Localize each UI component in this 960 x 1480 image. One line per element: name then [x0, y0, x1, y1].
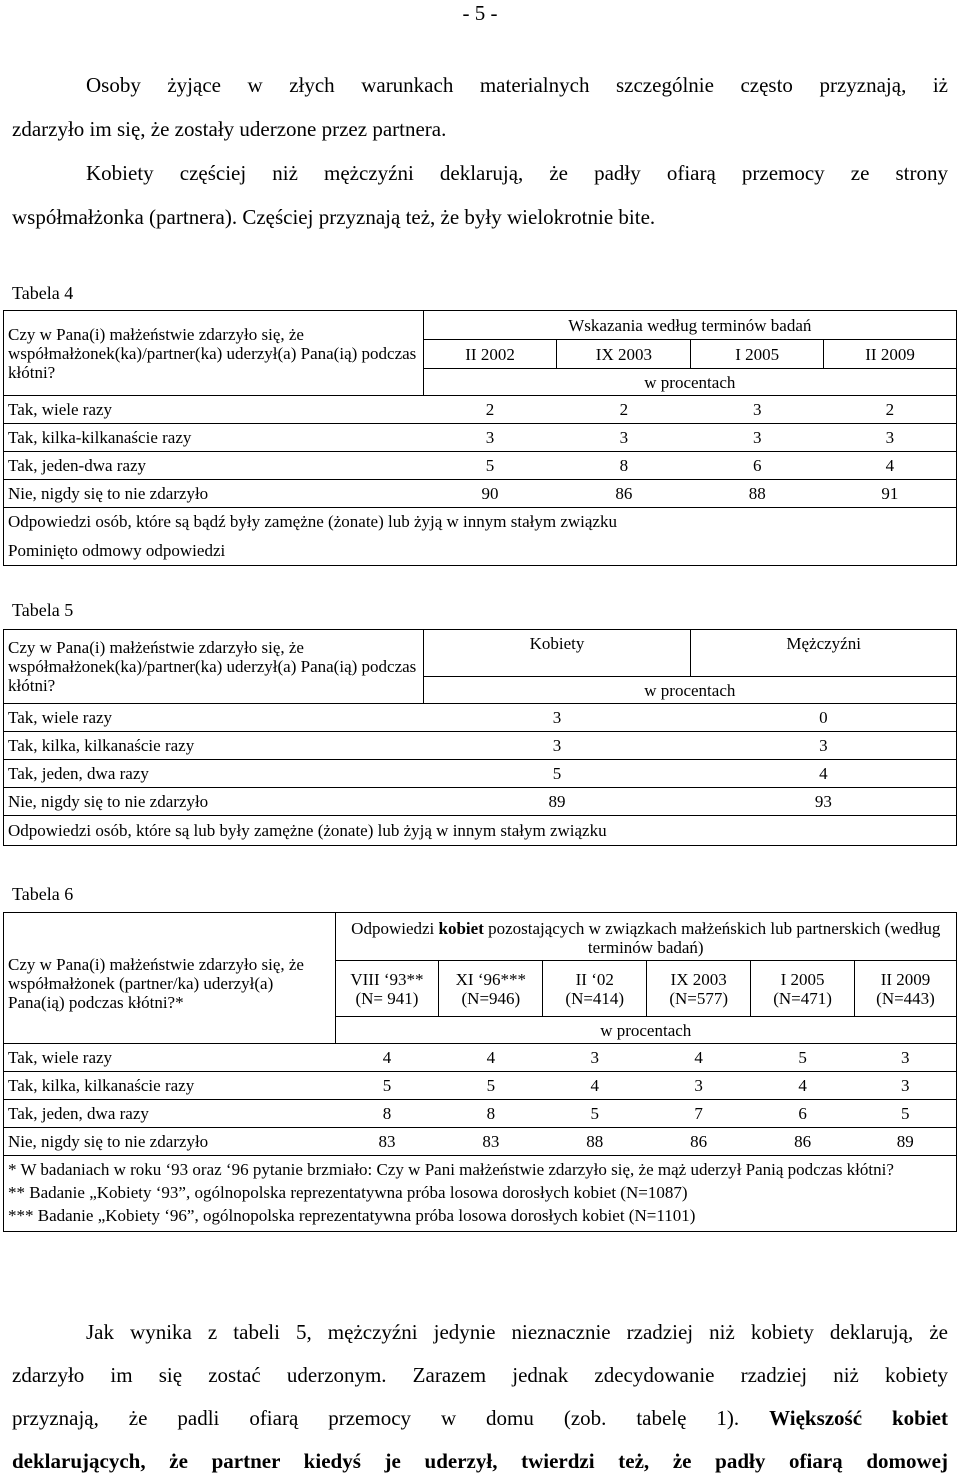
table6-header: Odpowiedzi kobiet pozostających w związkach małżeńskich lub partnerskich (według terminów badań) — [335, 913, 956, 961]
table6-col-1: VIII ‘93** (N= 941) — [335, 961, 439, 1017]
table5-question: Czy w Pana(i) małżeństwie zdarzyło się, że współmałżonek(ka)/partner(ka) uderzył(a) Pana(ią) podczas kłótni? — [4, 630, 424, 704]
cell: 3 — [691, 424, 824, 452]
row-label: Tak, jeden, dwa razy — [4, 1100, 336, 1128]
cell: 3 — [590, 1048, 599, 1067]
cell: 5 — [423, 760, 691, 788]
row-label: Tak, jeden-dwa razy — [4, 452, 424, 480]
footnote-3: *** Badanie „Kobiety ‘96”, ogólnopolska reprezentatywna próba losowa dorosłych kobiet (N=1101) — [8, 1206, 696, 1225]
table5-caption: Tabela 5 — [12, 600, 74, 620]
footnote-1: * W badaniach w roku ‘93 oraz ‘96 pytanie brzmiało: Czy w Pani małżeństwie zdarzyło się, że mąż uderzył Panią podczas kłótni? — [8, 1160, 894, 1179]
table6-question: Czy w Pana(i) małżeństwie zdarzyło się, że współmałżonek (partner/ka) uderzył(a) Pana(ią) podczas kłótni?* — [4, 913, 336, 1044]
table-row — [4, 760, 957, 788]
cell: 4 — [382, 1048, 392, 1067]
table-row — [4, 480, 957, 508]
table6-header-bold: kobiet — [438, 918, 484, 938]
cell: 4 — [486, 1048, 496, 1067]
intro-paragraph-1-cont: zdarzyło im się, że zostały uderzone przez partnera. — [12, 117, 447, 141]
footnote-2: ** Badanie „Kobiety ‘93”, ogólnopolska reprezentatywna próba losowa dorosłych kobiet (N=1087) — [8, 1183, 688, 1202]
table4-col-2: IX 2003 — [557, 340, 691, 369]
row-label: Tak, wiele razy — [4, 396, 424, 424]
cell: 3 — [691, 732, 957, 760]
table4-header: Wskazania według terminów badań — [423, 311, 956, 340]
cell: 5 — [543, 1100, 647, 1128]
table5-col-2: Mężczyźni — [691, 630, 957, 677]
cell: 86 — [647, 1128, 751, 1156]
cell: 86 — [751, 1128, 855, 1156]
cell: 3 — [824, 424, 957, 452]
table6-col-6: II 2009 (N=443) — [855, 961, 957, 1017]
cell: 8 — [335, 1100, 439, 1128]
cell: 89 — [423, 788, 691, 816]
cell: 4 — [694, 1048, 703, 1067]
table6-col-5: I 2005 (N=471) — [751, 961, 855, 1017]
cell: 5 — [423, 452, 557, 480]
table4-col-4: II 2009 — [824, 340, 957, 369]
intro-paragraph-2-cont: współmałżonka (partnera). Częściej przyznają też, że były wielokrotnie bite. — [12, 205, 656, 229]
cell: 3 — [423, 732, 691, 760]
cell: 83 — [335, 1128, 439, 1156]
outro-bold-1: Większość kobiet — [769, 1406, 948, 1430]
table-row — [4, 732, 957, 760]
table6-col-3: II ‘02 (N=414) — [543, 961, 647, 1017]
row-label: Tak, kilka-kilkanaście razy — [4, 424, 424, 452]
cell: 5 — [798, 1048, 807, 1067]
table-row — [4, 1100, 957, 1128]
cell: 7 — [647, 1100, 751, 1128]
cell: 4 — [691, 760, 957, 788]
cell: 3 — [647, 1072, 751, 1100]
cell: 3 — [752, 400, 762, 419]
row-label: Tak, jeden, dwa razy — [4, 760, 424, 788]
cell: 3 — [423, 424, 557, 452]
table6-col-4: IX 2003 (N=577) — [647, 961, 751, 1017]
row-label: Nie, nigdy się to nie zdarzyło — [4, 788, 424, 816]
cell: 6 — [751, 1100, 855, 1128]
outro-line-2: zdarzyło im się zostać uderzonym. Zarazem jednak zdecydowanie rzadziej niż kobiety — [12, 1363, 948, 1387]
table-row — [4, 452, 957, 480]
cell: 90 — [423, 480, 557, 508]
table-row — [4, 1044, 957, 1072]
table5-note: Odpowiedzi osób, które są lub były zamężne (żonate) lub żyją w innym stałym związku — [4, 816, 957, 846]
table4-caption: Tabela 4 — [12, 283, 74, 303]
cell: 3 — [552, 708, 562, 727]
table-row — [4, 704, 957, 732]
outro-line-3: przyznają, że padli ofiarą przemocy w domu (zob. tabelę 1). Większość kobiet — [12, 1406, 948, 1430]
cell: 3 — [855, 1072, 957, 1100]
table-row — [4, 788, 957, 816]
row-label: Tak, wiele razy — [4, 1044, 336, 1072]
page-number: - 5 - — [462, 1, 498, 25]
outro-line-1: Jak wynika z tabeli 5, mężczyźni jedynie nieznacznie rzadziej niż kobiety deklarują, że — [86, 1320, 948, 1344]
cell: 2 — [619, 400, 629, 419]
intro-paragraph-2: Kobiety częściej niż mężczyźni deklarują, że padły ofiarą przemocy ze strony — [86, 161, 948, 185]
cell: 0 — [691, 704, 957, 732]
table4-note-omitted: Pominięto odmowy odpowiedzi — [4, 536, 957, 566]
cell: 86 — [557, 480, 691, 508]
row-label: Tak, kilka, kilkanaście razy — [4, 1072, 336, 1100]
table4-note: Odpowiedzi osób, które są bądź były zamężne (żonate) lub żyją w innym stałym związku — [4, 508, 957, 536]
cell: 5 — [335, 1072, 439, 1100]
cell: 88 — [543, 1128, 647, 1156]
row-label: Nie, nigdy się to nie zdarzyło — [4, 1128, 336, 1156]
row-label: Tak, wiele razy — [4, 704, 424, 732]
cell: 8 — [439, 1100, 543, 1128]
cell: 5 — [855, 1100, 957, 1128]
table-row — [4, 396, 957, 424]
cell: 83 — [439, 1128, 543, 1156]
cell: 2 — [485, 400, 495, 419]
table-row — [4, 424, 957, 452]
cell: 3 — [557, 424, 691, 452]
table5-col-1: Kobiety — [423, 630, 691, 677]
row-label: Nie, nigdy się to nie zdarzyło — [4, 480, 424, 508]
table6 — [3, 912, 957, 1232]
cell: 4 — [543, 1072, 647, 1100]
cell: 4 — [824, 452, 957, 480]
cell: 6 — [691, 452, 824, 480]
cell: 88 — [691, 480, 824, 508]
table4 — [3, 310, 957, 566]
table-row — [4, 1128, 957, 1156]
cell: 91 — [824, 480, 957, 508]
table4-col-1: II 2002 — [423, 340, 557, 369]
cell: 3 — [855, 1044, 957, 1072]
table5 — [3, 629, 957, 846]
cell: 89 — [855, 1128, 957, 1156]
row-label: Tak, kilka, kilkanaście razy — [4, 732, 424, 760]
table6-caption: Tabela 6 — [12, 884, 74, 904]
cell: 2 — [824, 396, 957, 424]
cell: 8 — [557, 452, 691, 480]
intro-paragraph-1: Osoby żyjące w złych warunkach materialnych szczególnie często przyznają, iż — [86, 73, 948, 97]
table4-question: Czy w Pana(i) małżeństwie zdarzyło się, że współmałżonek(ka)/partner(ka) uderzył(a) Pana(ią) podczas kłótni? — [4, 311, 424, 396]
table6-unit: w procentach — [335, 1017, 956, 1044]
outro-line-4: deklarujących, że partner kiedyś je uderzył, twierdzi też, że padły ofiarą domowej — [12, 1449, 948, 1473]
cell: 5 — [439, 1072, 543, 1100]
table6-col-2: XI ‘96*** (N=946) — [439, 961, 543, 1017]
table-row — [4, 1072, 957, 1100]
table6-footnotes — [4, 1156, 957, 1232]
table4-col-3: I 2005 — [691, 340, 824, 369]
cell: 93 — [691, 788, 957, 816]
table4-unit: w procentach — [423, 369, 956, 396]
cell: 4 — [751, 1072, 855, 1100]
table5-unit: w procentach — [423, 677, 956, 704]
